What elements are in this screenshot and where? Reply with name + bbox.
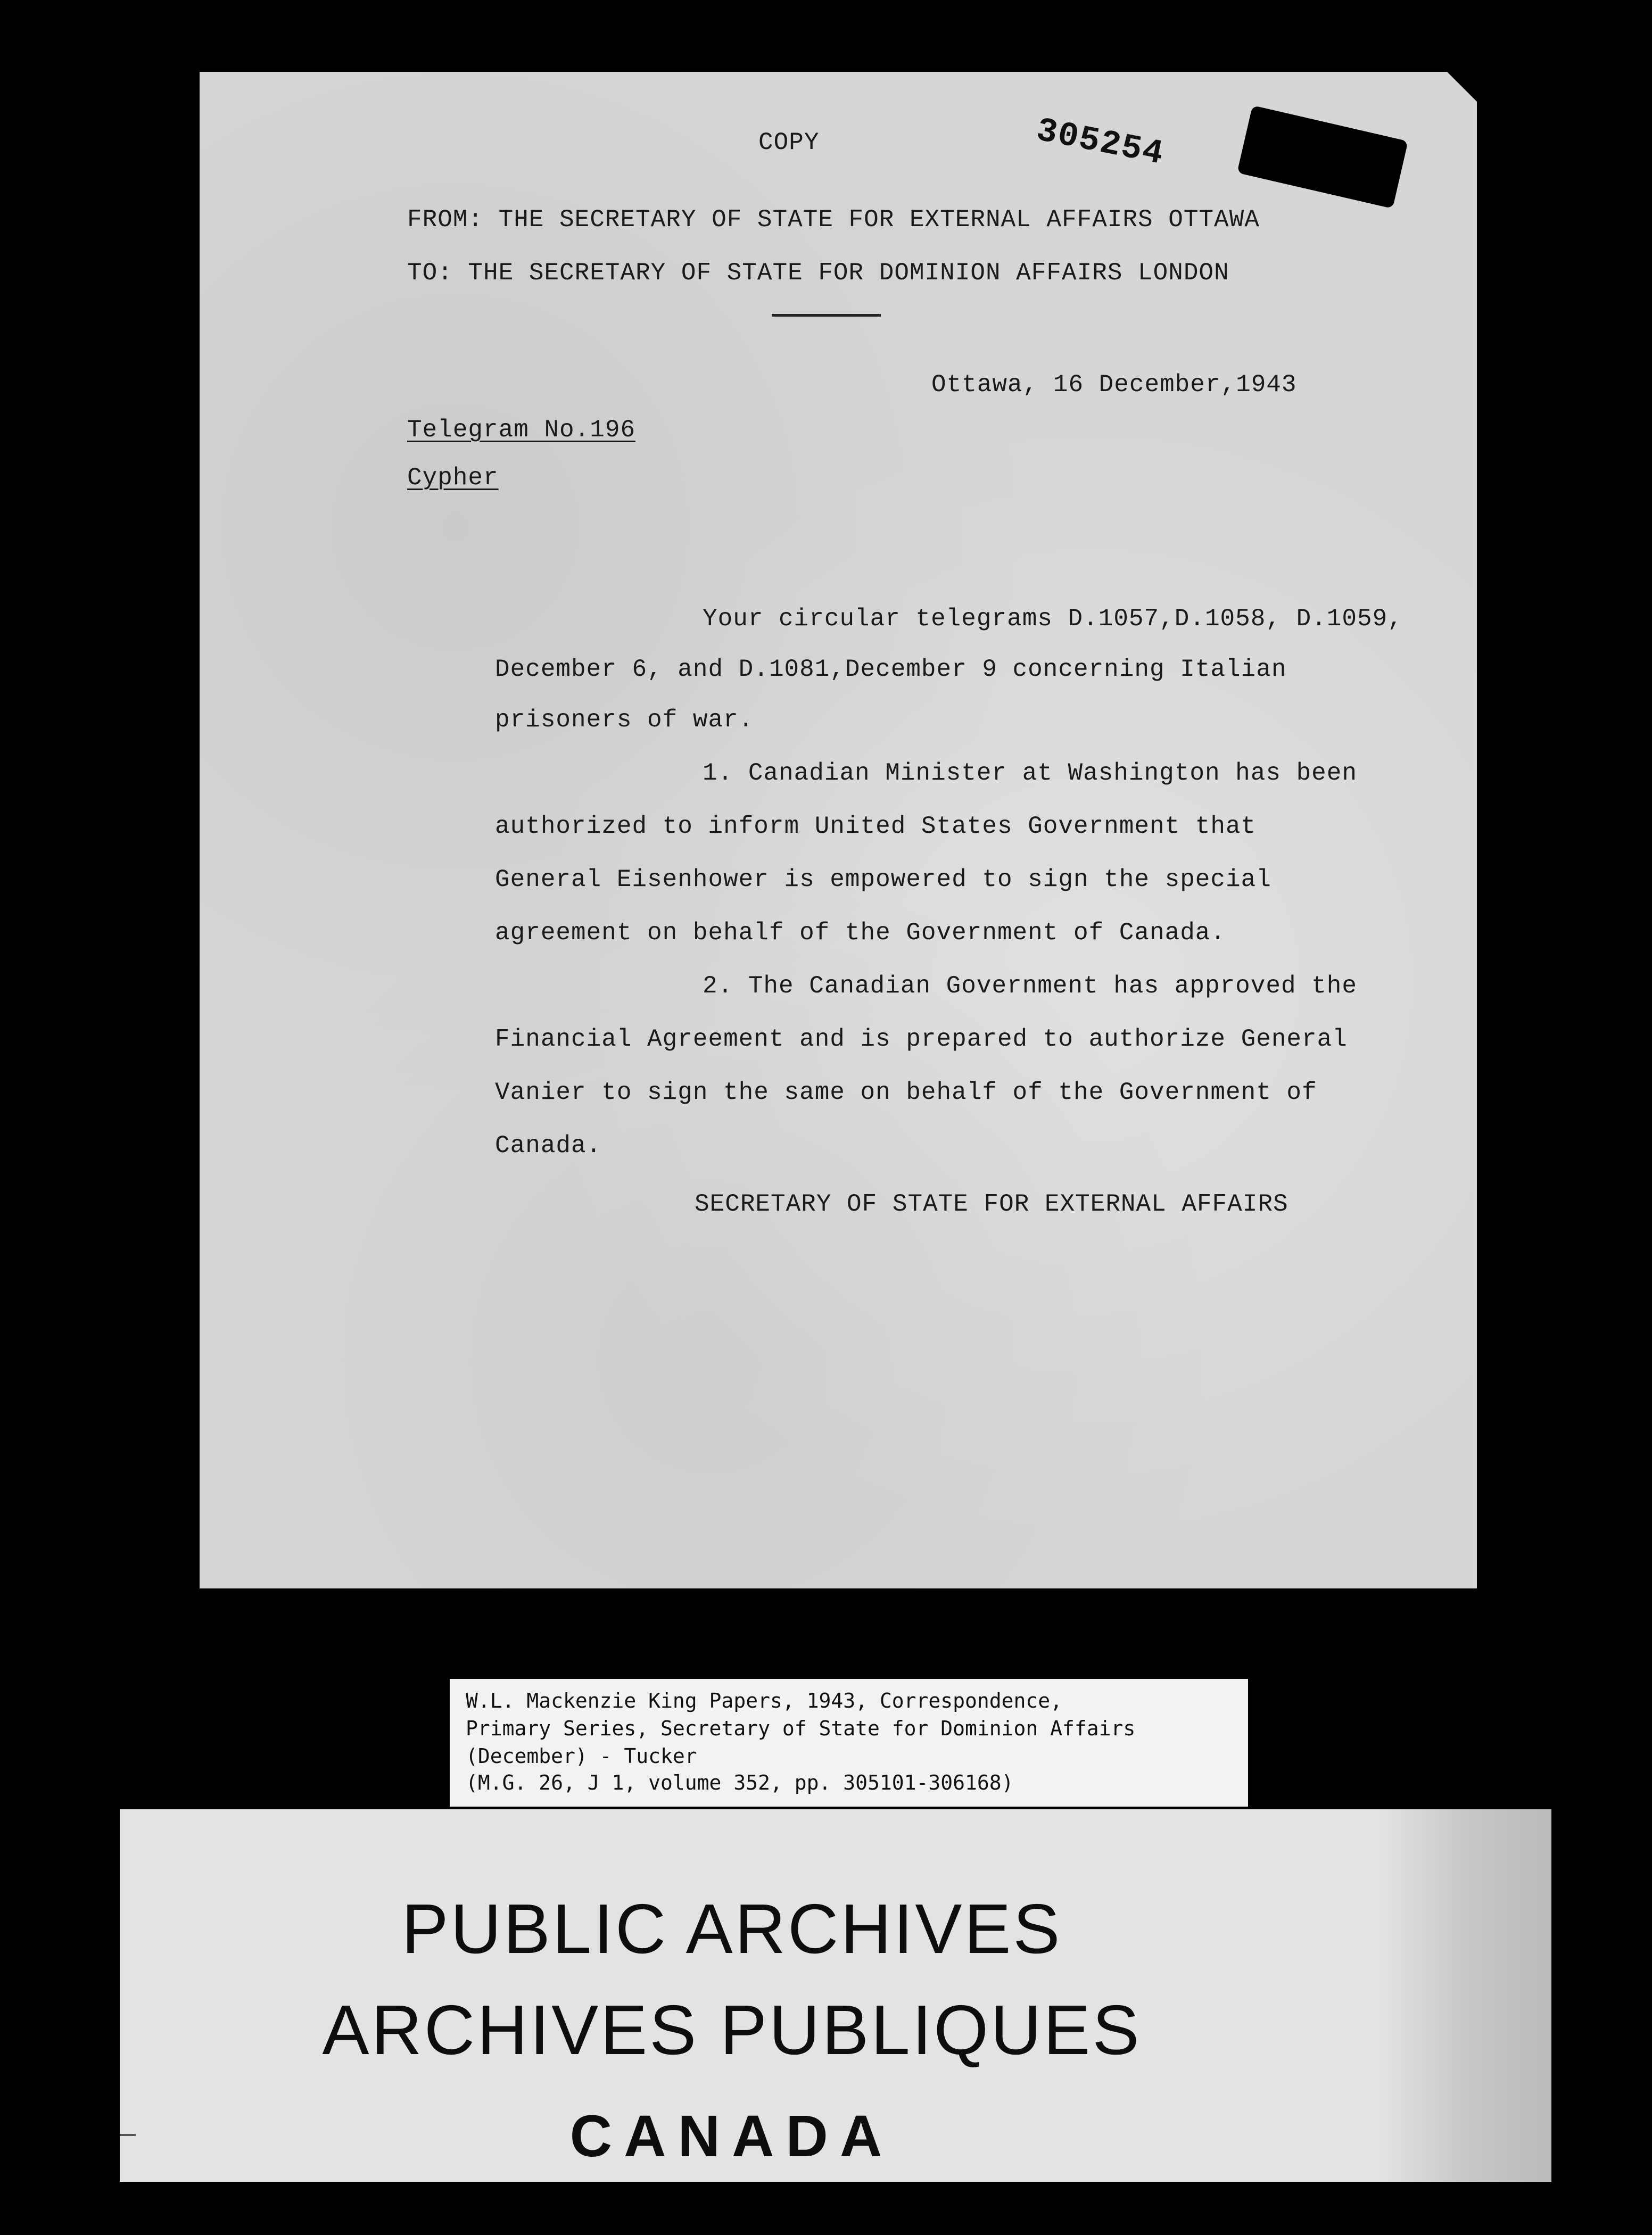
- body-line: Canada.: [495, 1132, 602, 1160]
- edge-tick-mark: [120, 2134, 136, 2136]
- to-line: TO: THE SECRETARY OF STATE FOR DOMINION AFFAIRS LONDON: [407, 259, 1229, 287]
- document-stamp-number: 305254: [1033, 112, 1167, 174]
- body-line: Your circular telegrams D.1057,D.1058, D.1059,: [703, 605, 1403, 633]
- reference-line: Primary Series, Secretary of State for Dominion Affairs: [466, 1717, 1136, 1740]
- body-line: General Eisenhower is empowered to sign the special: [495, 866, 1271, 893]
- date-line: Ottawa, 16 December,1943: [931, 371, 1297, 399]
- body-line: 1. Canadian Minister at Washington has been: [703, 759, 1357, 787]
- reference-line: (M.G. 26, J 1, volume 352, pp. 305101-306168): [466, 1771, 1014, 1794]
- body-line: authorized to inform United States Government that: [495, 813, 1257, 840]
- reference-line: (December) - Tucker: [466, 1744, 697, 1768]
- public-archives-banner: [120, 1809, 1551, 2182]
- body-line: Financial Agreement and is prepared to authorize General: [495, 1025, 1348, 1053]
- telegram-number: Telegram No.196: [407, 416, 636, 444]
- banner-title-english: PUBLIC ARCHIVES: [401, 1890, 1062, 1968]
- header-divider: [772, 314, 881, 317]
- redaction-mark: [1237, 105, 1408, 209]
- from-line: FROM: THE SECRETARY OF STATE FOR EXTERNAL AFFAIRS OTTAWA: [407, 206, 1260, 234]
- banner-country: CANADA: [569, 2104, 894, 2169]
- signature: SECRETARY OF STATE FOR EXTERNAL AFFAIRS: [695, 1190, 1288, 1218]
- body-line: 2. The Canadian Government has approved the: [703, 972, 1357, 1000]
- banner-title-french: ARCHIVES PUBLIQUES: [322, 1991, 1142, 2069]
- archival-reference-label: [450, 1679, 1248, 1807]
- body-line: Vanier to sign the same on behalf of the Government of: [495, 1079, 1317, 1106]
- cypher-label: Cypher: [407, 464, 499, 492]
- copy-heading: COPY: [758, 129, 820, 156]
- folded-corner: [1446, 71, 1478, 103]
- body-line: agreement on behalf of the Government of Canada.: [495, 919, 1226, 947]
- body-line: December 6, and D.1081,December 9 concerning Italian: [495, 656, 1287, 683]
- telegram-sheet: [200, 72, 1477, 1588]
- reference-line: W.L. Mackenzie King Papers, 1943, Correspondence,: [466, 1689, 1063, 1712]
- body-line: prisoners of war.: [495, 706, 754, 734]
